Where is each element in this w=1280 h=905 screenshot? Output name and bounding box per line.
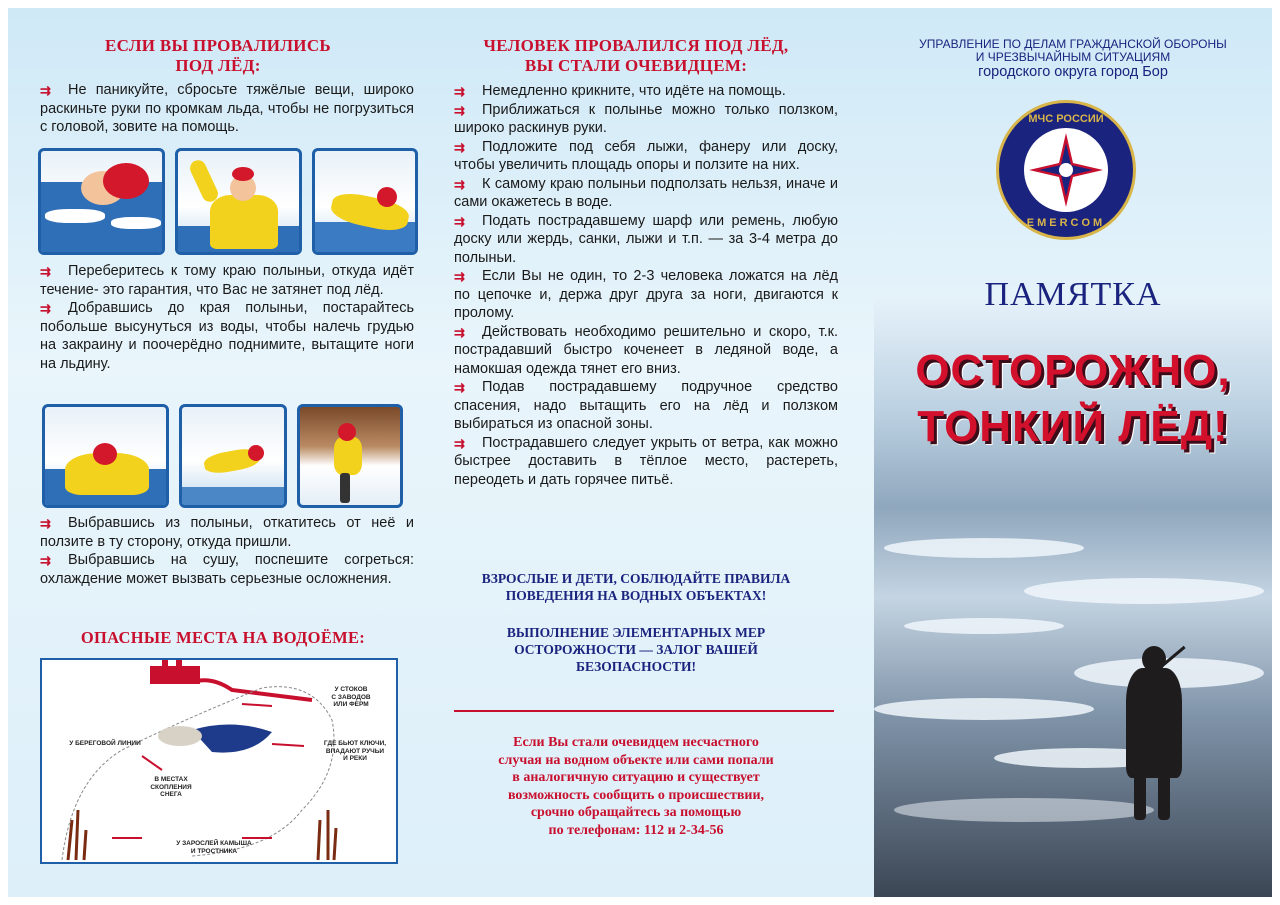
snowflake-bullet-icon: ⇉ bbox=[40, 553, 51, 568]
list-item: ⇉ Подав пострадавшему подручное средство спасения, надо вытащить его на лёд и ползком выбираться из опасной зоны. bbox=[454, 379, 838, 432]
map-label-drains: У СТОКОВ С ЗАВОДОВ ИЛИ ФЕРМ bbox=[331, 686, 371, 708]
emblem-bottom-text: EMERCOM bbox=[1026, 217, 1106, 229]
appeal-rules: ВЗРОСЛЫЕ И ДЕТИ, СОБЛЮДАЙТЕ ПРАВИЛА ПОВЕДЕНИЯ НА ВОДНЫХ ОБЪЕКТАХ! bbox=[481, 571, 791, 603]
list-item: ⇉ Если Вы не один, то 2-3 человека ложатся на лёд по цепочке и, держа друг друга за ноги, двигаются к пролому. bbox=[454, 268, 838, 321]
fisherman-silhouette bbox=[1126, 668, 1182, 778]
bullets-middle bbox=[40, 262, 414, 373]
snowflake-bullet-icon: ⇉ bbox=[454, 213, 465, 229]
illustrations-row-2 bbox=[42, 404, 403, 508]
illustration-head-in-water bbox=[38, 148, 165, 255]
illustration-leaning-on-ice bbox=[42, 404, 169, 508]
panel-middle bbox=[436, 8, 836, 897]
list-item: ⇉ Добравшись до края полыньи, постарайтесь побольше высунуться из воды, чтобы налечь грудью на закраину и поочерёдно поднимите, вытащите ноги на льдину. bbox=[40, 300, 414, 372]
title-memo: ПАМЯТКА bbox=[984, 276, 1162, 313]
divider bbox=[454, 710, 834, 712]
heading-fell-through-ice: ЕСЛИ ВЫ ПРОВАЛИЛИСЬ ПОД ЛЁД: bbox=[105, 36, 331, 75]
snowflake-bullet-icon: ⇉ bbox=[454, 380, 465, 395]
illustration-crawling-out bbox=[312, 148, 418, 255]
panel-cover bbox=[874, 8, 1272, 897]
mchs-emblem bbox=[996, 100, 1136, 240]
list-item: ⇉ Подать пострадавшему шарф или ремень, любую доску или жердь, санки, лыжи и т.п. — за 3-4 метра до полыньи. bbox=[454, 212, 838, 266]
list-item: ⇉ Немедленно крикните, что идёте на помощь. bbox=[454, 82, 838, 101]
snowflake-bullet-icon: ⇉ bbox=[454, 435, 465, 451]
bullets-top bbox=[40, 81, 414, 137]
map-label-reeds: У ЗАРОСЛЕЙ КАМЫША И ТРОСТНИКА bbox=[176, 840, 252, 855]
map-label-springs: ГДЕ БЬЮТ КЛЮЧИ, ВПАДАЮТ РУЧЬИ И РЕКИ bbox=[323, 740, 387, 762]
list-item: ⇉ Пострадавшего следует укрыть от ветра, как можно быстрее доставить в тёплое место, растереть, переодеть и дать горячее питьё. bbox=[454, 434, 838, 488]
map-label-snow: В МЕСТАХ СКОПЛЕНИЯ СНЕГА bbox=[150, 776, 192, 798]
list-item: ⇉ Выбравшись на сушу, поспешите согреться: охлаждение может вызвать серьезные осложнения. bbox=[40, 552, 414, 587]
snowflake-bullet-icon: ⇉ bbox=[454, 324, 465, 340]
title-caution-line1: ОСТОРОЖНО, bbox=[915, 346, 1231, 395]
bullets-bottom bbox=[40, 514, 414, 588]
list-item: ⇉ Переберитесь к тому краю полыньи, откуда идёт течение- это гарантия, что Вас не затянет под лёд. bbox=[40, 263, 414, 298]
panel-left bbox=[8, 8, 428, 897]
snowflake-bullet-icon: ⇉ bbox=[454, 102, 465, 118]
list-item: ⇉ Приближаться к полынье можно только ползком, широко раскинув руки. bbox=[454, 101, 838, 136]
heading-dangerous-places: ОПАСНЫЕ МЕСТА НА ВОДОЁМЕ: bbox=[80, 628, 366, 647]
illustrations-row-1 bbox=[38, 148, 418, 255]
snowflake-bullet-icon: ⇉ bbox=[454, 139, 465, 155]
witness-bullets bbox=[454, 82, 838, 489]
list-item: ⇉ Не паникуйте, сбросьте тяжёлые вещи, широко раскиньте руки по кромкам льда, чтобы не погрузиться с головой, зовите на помощь. bbox=[40, 82, 414, 135]
heading-witness: ЧЕЛОВЕК ПРОВАЛИЛСЯ ПОД ЛЁД, ВЫ СТАЛИ ОЧЕВИДЦЕМ: bbox=[483, 36, 789, 75]
emblem-top-text: МЧС РОССИИ bbox=[1028, 113, 1104, 125]
list-item: ⇉ Выбравшись из полыньи, откатитесь от неё и ползите в ту сторону, откуда пришли. bbox=[40, 515, 414, 550]
snowflake-bullet-icon: ⇉ bbox=[454, 176, 465, 192]
illustration-heading-to-shore bbox=[297, 404, 403, 508]
snowflake-bullet-icon: ⇉ bbox=[40, 516, 51, 531]
illustration-calling-for-help bbox=[175, 148, 302, 255]
snowflake-bullet-icon: ⇉ bbox=[454, 84, 465, 99]
emergency-contacts: Если Вы стали очевидцем несчастного случая на водном объекте или сами попали в аналогичную ситуацию и существует возможность сообщить о происшествии, срочно обращайтесь за помощью по телефонам: 112 и 2-34-56 bbox=[498, 735, 774, 838]
organization-name: УПРАВЛЕНИЕ ПО ДЕЛАМ ГРАЖДАНСКОЙ ОБОРОНЫ И ЧРЕЗВЫЧАЙНЫМ СИТУАЦИЯМ городского округа город Бор bbox=[919, 37, 1227, 80]
appeal-safety: ВЫПОЛНЕНИЕ ЭЛЕМЕНТАРНЫХ МЕР ОСТОРОЖНОСТИ — ЗАЛОГ ВАШЕЙ БЕЗОПАСНОСТИ! bbox=[506, 625, 766, 674]
title-caution-line2: ТОНКИЙ ЛЁД! bbox=[917, 402, 1229, 451]
dangerous-places-map bbox=[40, 658, 398, 864]
list-item: ⇉ К самому краю полыньи подползать нельзя, иначе и сами окажетесь в воде. bbox=[454, 175, 838, 210]
leaflet-sheet bbox=[8, 8, 1272, 897]
illustration-rolling-away bbox=[179, 404, 287, 508]
snowflake-bullet-icon: ⇉ bbox=[40, 264, 51, 279]
snowflake-bullet-icon: ⇉ bbox=[454, 269, 465, 284]
snowflake-bullet-icon: ⇉ bbox=[40, 301, 51, 316]
snowflake-bullet-icon: ⇉ bbox=[40, 83, 51, 98]
map-label-shoreline: У БЕРЕГОВОЙ ЛИНИИ bbox=[69, 740, 141, 747]
list-item: ⇉ Подложите под себя лыжи, фанеру или доску, чтобы увеличить площадь опоры и ползите на них. bbox=[454, 138, 838, 173]
list-item: ⇉ Действовать необходимо решительно и скоро, т.к. пострадавший быстро коченеет в ледяной воде, а намокшая одежда тянет его вниз. bbox=[454, 323, 838, 377]
